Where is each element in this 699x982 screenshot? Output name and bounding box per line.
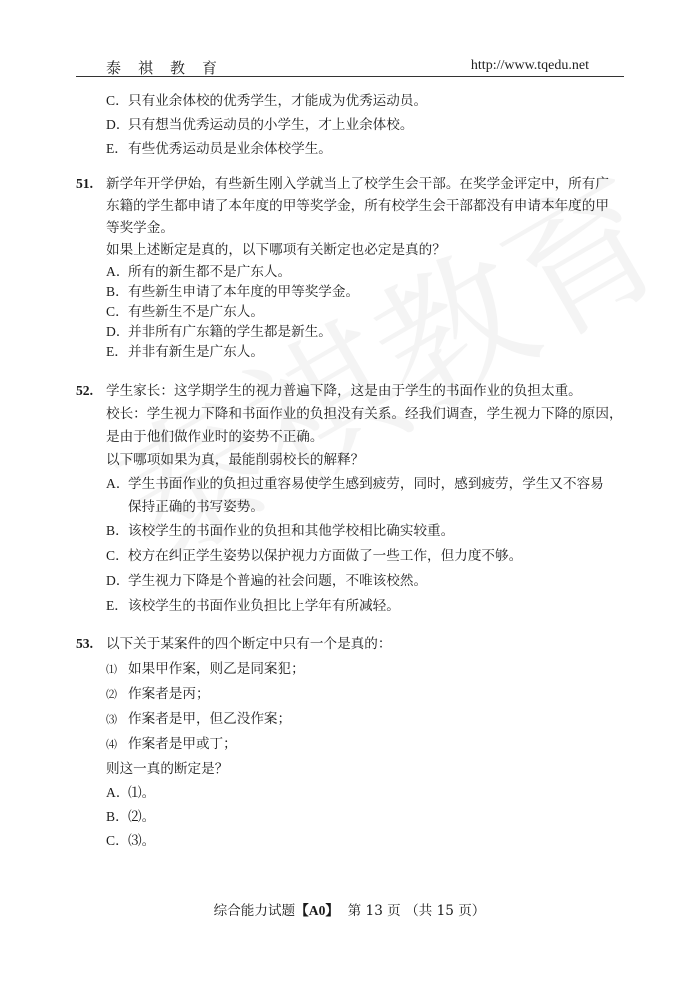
header-url[interactable]: http://www.tqedu.net: [470, 58, 589, 73]
q52-stem-line-1: 学生家长：这学期学生的视力普遍下降，这是由于学生的书面作业的负担太重。: [106, 383, 582, 399]
q51-option-b: B．有些新生申请了本年度的甲等奖学金。: [106, 284, 360, 300]
q52-option-c: C．校方在纠正学生姿势以保护视力方面做了一些工作，但力度不够。: [106, 548, 523, 564]
q53-statement-4: ⑷ 作案者是甲或丁；: [106, 736, 237, 752]
q53-statement-1: ⑴ 如果甲作案，则乙是同案犯；: [106, 661, 305, 677]
footer-code: 【A0】: [295, 903, 339, 918]
q50-option-c: C．只有业余体校的优秀学生，才能成为优秀运动员。: [106, 93, 428, 109]
q53-statement-3: ⑶ 作案者是甲，但乙没作案；: [106, 711, 292, 727]
q52-option-d: D．学生视力下降是个普遍的社会问题，不唯该校然。: [106, 573, 428, 589]
q51-option-e: E．并非有新生是广东人。: [106, 344, 264, 360]
q53-option-c: C．⑶。: [106, 833, 156, 849]
q53-statement-2: ⑵ 作案者是丙；: [106, 686, 210, 702]
q52-stem-line-2: 校长：学生视力下降和书面作业的负担没有关系。经我们调查，学生视力下降的原因，: [106, 406, 623, 422]
q51-stem-line-2: 东籍的学生都申请了本年度的甲等奖学金，所有校学生会干部都没有申请本年度的甲: [106, 198, 609, 214]
q53-stem: 以下关于某案件的四个断定中只有一个是真的：: [106, 636, 392, 652]
q52-option-b: B．该校学生的书面作业的负担和其他学校相比确实较重。: [106, 523, 455, 539]
q52-number: 52.: [76, 383, 93, 398]
q50-option-e: E．有些优秀运动员是业余体校学生。: [106, 141, 332, 157]
q53-option-a: A．⑴。: [106, 785, 156, 801]
q52-option-a-cont: 保持正确的书写姿势。: [128, 499, 264, 515]
q51-question: 如果上述断定是真的，以下哪项有关断定也必定是真的？: [106, 242, 446, 258]
q51-option-c: C．有些新生不是广东人。: [106, 304, 264, 320]
header-divider: [76, 76, 624, 77]
footer-page: 第 13 页 （共 15 页）: [347, 903, 486, 919]
q51-option-a: A．所有的新生都不是广东人。: [106, 264, 292, 280]
q53-question: 则这一真的断定是？: [106, 761, 229, 777]
q50-option-d: D．只有想当优秀运动员的小学生，才上业余体校。: [106, 117, 414, 133]
brand-name: 泰祺教育: [106, 59, 235, 77]
q52-option-a: A．学生书面作业的负担过重容易使学生感到疲劳，同时，感到疲劳，学生又不容易: [106, 476, 604, 492]
q51-stem-line-1: 新学年开学伊始，有些新生刚入学就当上了校学生会干部。在奖学金评定中，所有广: [106, 176, 609, 192]
q51-option-d: D．并非所有广东籍的学生都是新生。: [106, 324, 332, 340]
q53-option-b: B．⑵。: [106, 809, 156, 825]
q51-number: 51.: [76, 176, 93, 191]
q52-question: 以下哪项如果为真，最能削弱校长的解释？: [106, 452, 365, 468]
q53-number: 53.: [76, 636, 93, 651]
q52-stem-line-3: 是由于他们做作业时的姿势不正确。: [106, 429, 324, 445]
page-footer: [0, 899, 699, 919]
footer-prefix: 综合能力试题: [213, 903, 296, 919]
q52-option-e: E．该校学生的书面作业负担比上学年有所减轻。: [106, 598, 400, 614]
q51-stem-line-3: 等奖学金。: [106, 220, 174, 236]
page-header: [0, 0, 699, 80]
